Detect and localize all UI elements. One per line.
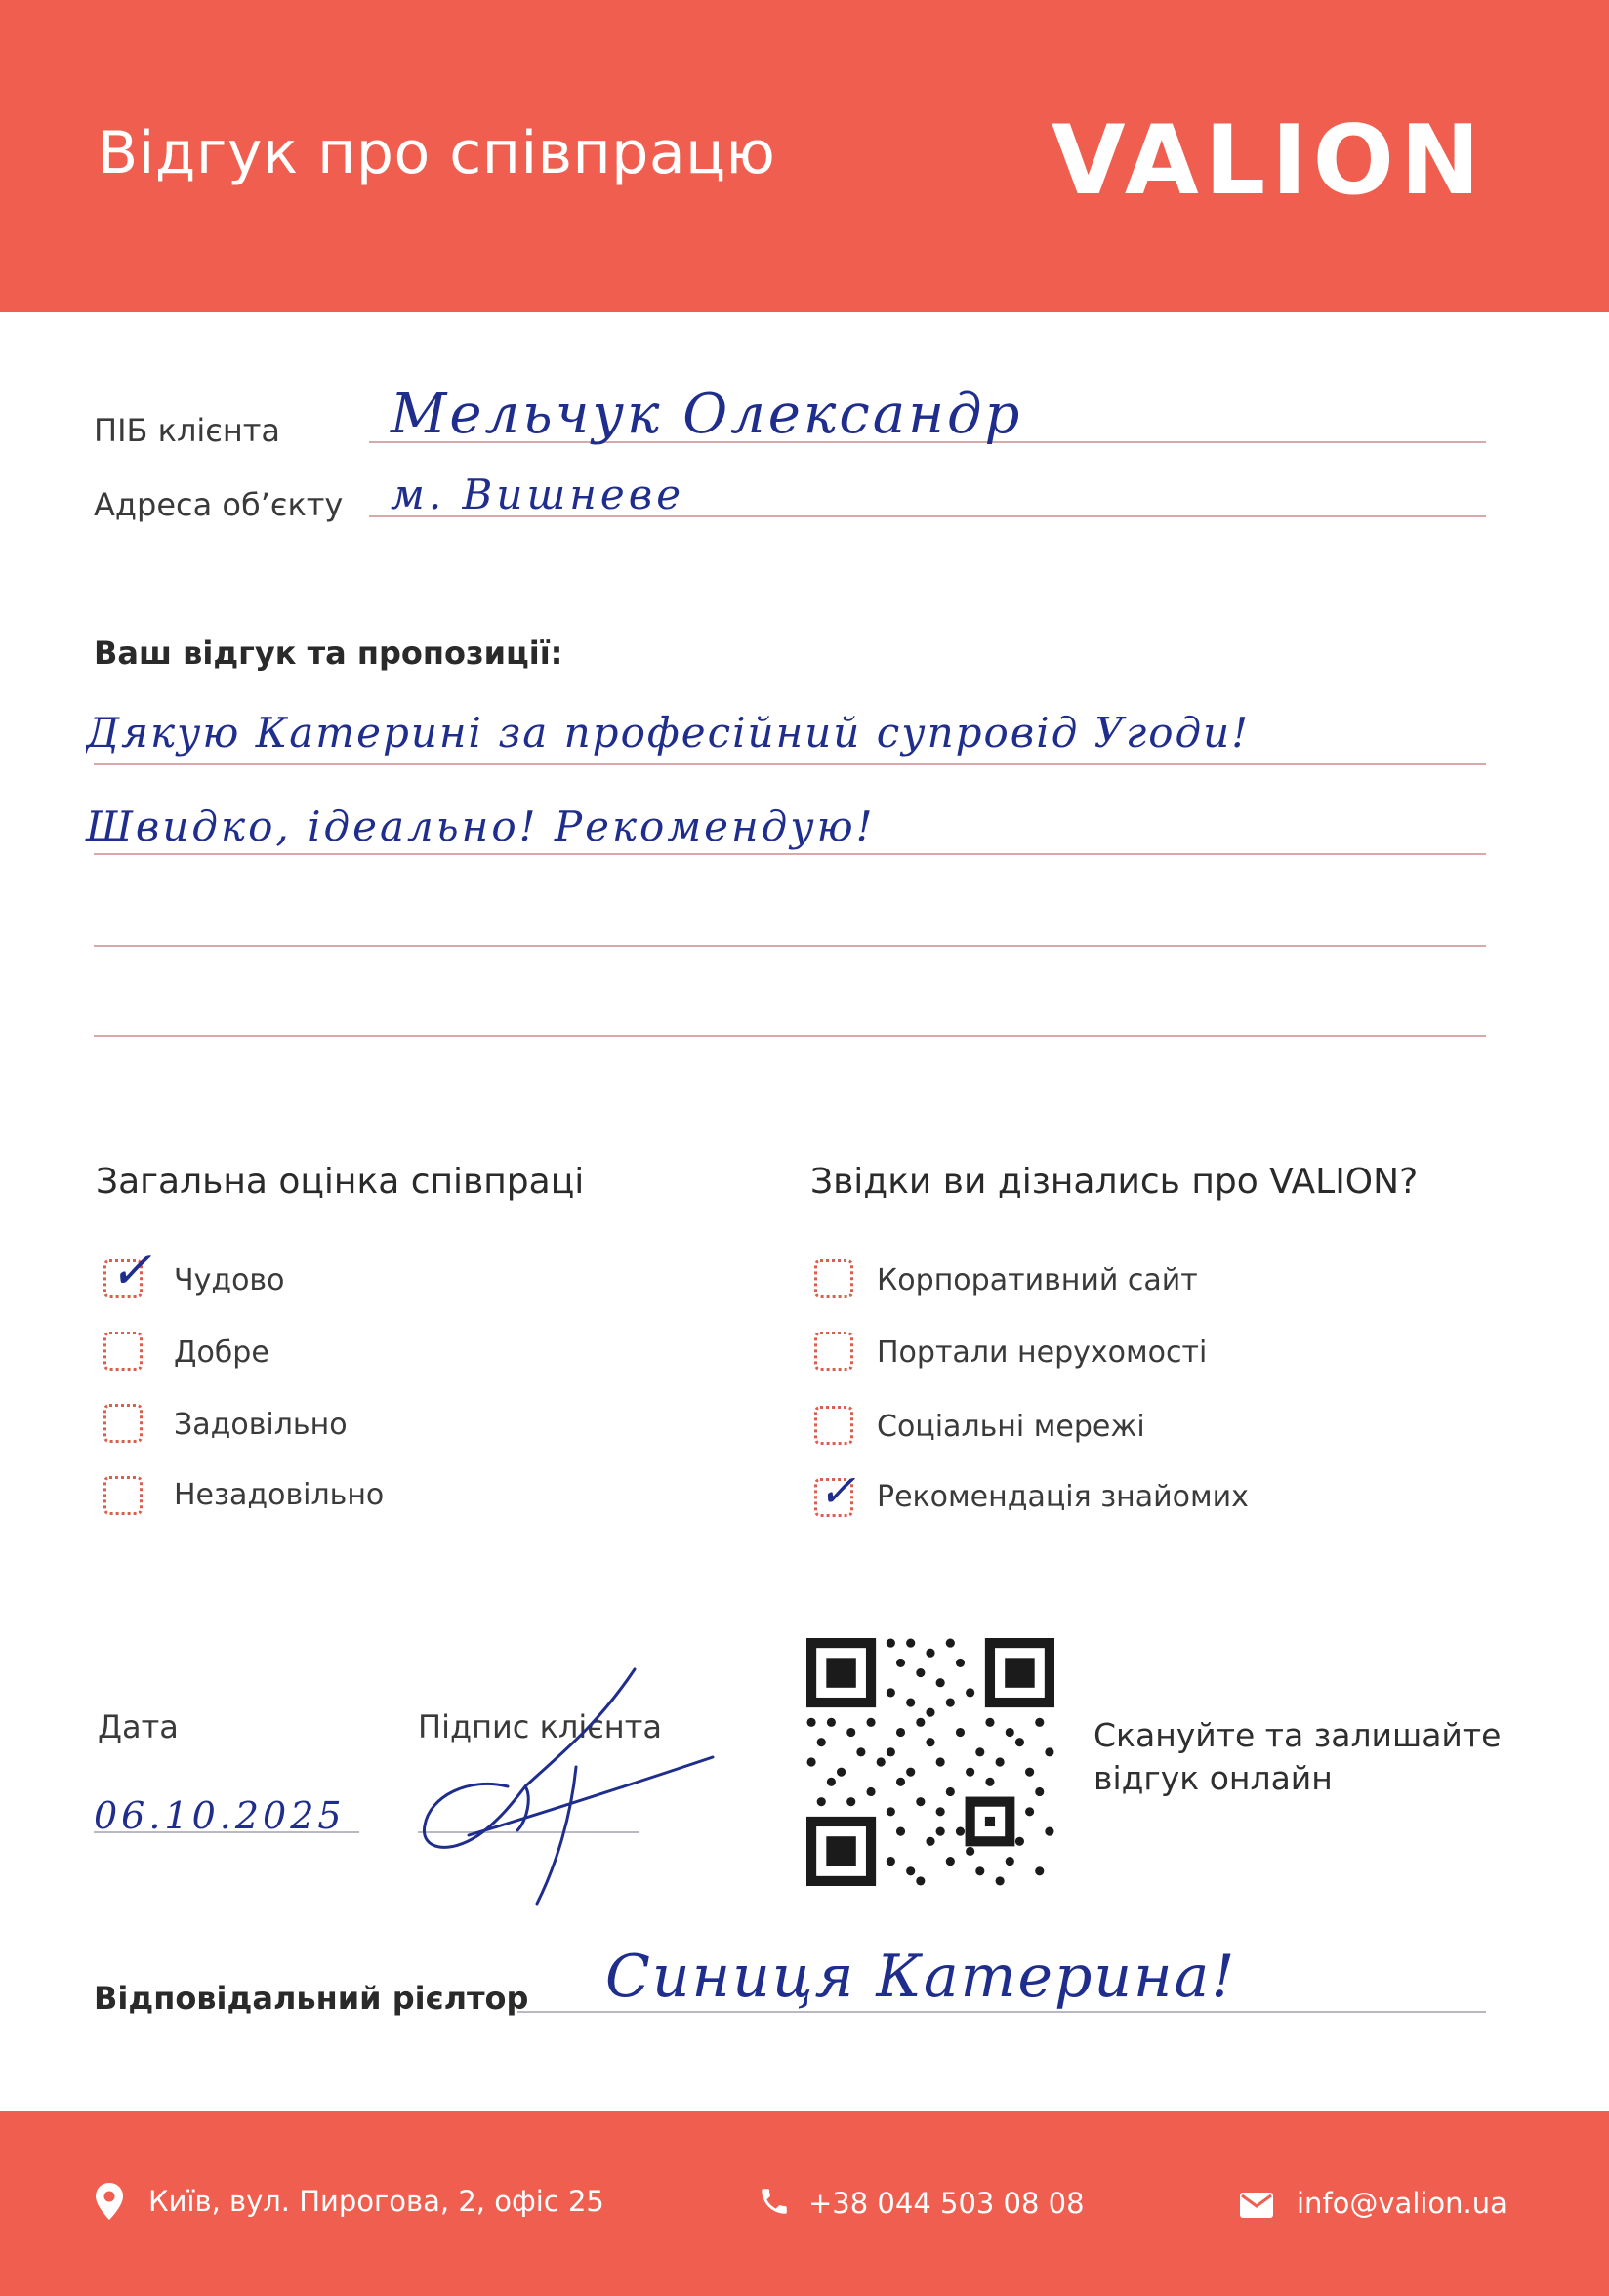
rating-option-label: Чудово [174, 1263, 285, 1297]
signature-label: Підпис клієнта [418, 1708, 662, 1745]
realtor-line [517, 2011, 1486, 2013]
footer-email[interactable]: info@valion.ua [1297, 2187, 1507, 2220]
address-label: Адреса об’єкту [94, 486, 344, 523]
qr-caption-line-2: відгук онлайн [1093, 1759, 1333, 1797]
rating-heading: Загальна оцінка співпраці [96, 1162, 585, 1202]
source-checkbox-portals[interactable] [814, 1332, 853, 1371]
phone-icon [758, 2185, 791, 2218]
feedback-rule-3 [94, 945, 1486, 947]
rating-checkbox-good[interactable] [103, 1332, 143, 1371]
rating-option-label: Незадовільно [174, 1478, 385, 1512]
rating-option-label: Добре [174, 1335, 269, 1370]
source-heading: Звідки ви дізнались про VALION? [810, 1162, 1419, 1202]
client-signature-drawing [410, 1650, 722, 1913]
valion-logo: VALION [1051, 105, 1486, 217]
feedback-label: Ваш відгук та пропозиції: [94, 635, 563, 672]
rating-checkbox-unsatisfactory[interactable] [103, 1476, 143, 1515]
rating-checkbox-satisfactory[interactable] [103, 1404, 143, 1443]
feedback-rule-1 [94, 763, 1486, 765]
form-title: Відгук про співпрацю [98, 119, 776, 187]
footer-banner [0, 2111, 1609, 2296]
date-value[interactable]: 06.10.2025 [94, 1794, 346, 1837]
rating-option-label: Задовільно [174, 1408, 348, 1442]
date-label: Дата [98, 1708, 179, 1745]
header-banner [0, 0, 1609, 312]
source-check-referral: ✓ [818, 1464, 856, 1517]
rating-check-excellent: ✓ [109, 1242, 152, 1300]
source-option-label: Рекомендація знайомих [877, 1480, 1249, 1514]
footer-phone[interactable]: +38 044 503 08 08 [808, 2187, 1085, 2220]
realtor-value[interactable]: Синиця Катерина! [605, 1943, 1237, 2011]
footer-address: Київ, вул. Пирогова, 2, офіс 25 [148, 2185, 604, 2218]
source-option-label: Портали нерухомості [877, 1335, 1208, 1370]
envelope-icon [1240, 2193, 1273, 2218]
date-line [94, 1831, 359, 1833]
source-checkbox-website[interactable] [814, 1259, 853, 1298]
address-value[interactable]: м. Вишневе [391, 471, 685, 518]
location-pin-icon [96, 2183, 123, 2220]
source-option-label: Соціальні мережі [877, 1410, 1145, 1444]
qr-caption-line-1: Скануйте та залишайте [1093, 1716, 1502, 1754]
feedback-line-1[interactable]: Дякую Катерині за професійний супровід Угоди! [86, 709, 1251, 757]
client-name-label: ПІБ клієнта [94, 412, 281, 449]
feedback-rule-4 [94, 1035, 1486, 1037]
realtor-label: Відповідальний рієлтор [94, 1980, 529, 2017]
feedback-rule-2 [94, 853, 1486, 855]
feedback-line-2[interactable]: Швидко, ідеально! Рекомендую! [86, 802, 876, 850]
source-option-label: Корпоративний сайт [877, 1263, 1198, 1297]
client-name-value[interactable]: Мельчук Олександр [391, 383, 1023, 446]
qr-code[interactable] [806, 1638, 1054, 1886]
source-checkbox-social[interactable] [814, 1406, 853, 1445]
